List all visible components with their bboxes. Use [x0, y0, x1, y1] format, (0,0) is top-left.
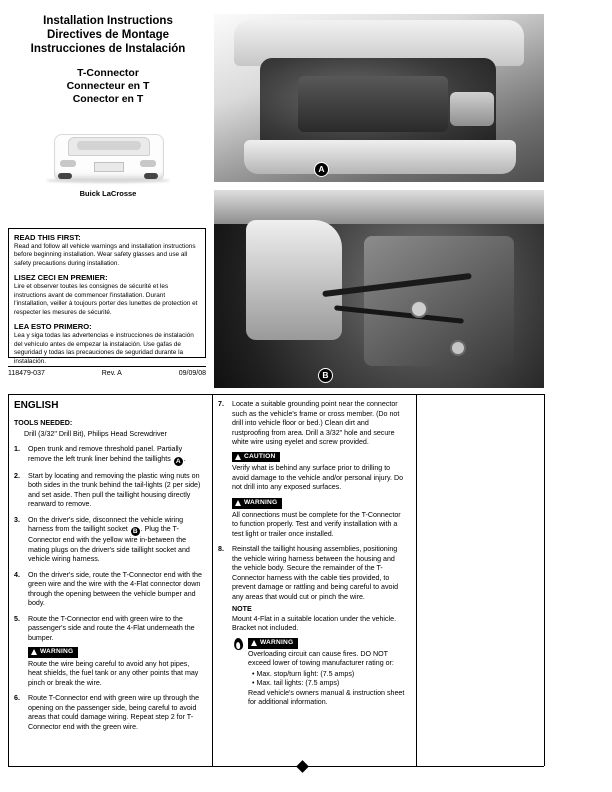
step-7-caution-text: Verify what is behind any surface prior to drilling to avoid damage to the vehicle and/or personal injury. Do not drill into any exposed surfaces.: [232, 464, 404, 492]
note-label: NOTE: [232, 605, 252, 614]
footer-rule: [8, 766, 544, 767]
step-7-warning: [232, 498, 406, 539]
warning-triangle-icon: [31, 649, 37, 655]
step-6: [14, 694, 202, 732]
warning-label-3: WARNING: [260, 638, 294, 646]
step-8-text: Reinstall the taillight housing assemblies, positioning the vehicle wiring harness between the housing and the vehicle body. Secure the remainder of the T-Connector harness with the cable ties provided, to prevent damage or rattling and being careful to avoid any areas that would cut or pinch the wire.: [232, 545, 399, 601]
column-divider-left: [8, 394, 9, 766]
step-7: [218, 400, 406, 539]
step-7-text: Locate a suitable grounding point near the connector such as the vehicle's frame or cross member. (Do not drill into vehicle floor or bed.) Clean dirt and rustproofing from area. Drill a 3/32" hole and secure white wire using eyelet and screw provided.: [232, 400, 400, 446]
step-3: [14, 516, 202, 565]
callout-b: B: [318, 368, 333, 383]
photo-a-bumper: [244, 140, 516, 174]
step-5-warning-text: Route the wire being careful to avoid any hot pipes, heat shields, the fuel tank or any other points that may pinch or break the wire.: [28, 659, 199, 687]
photo-b-upper-panel: [214, 190, 544, 224]
callout-a: A: [314, 162, 329, 177]
step-2-text: Start by locating and removing the plastic wing nuts on both sides in the trunk behind the tail-lights (2 per side) and set aside. Then pull the taillight housing directly rearward to remove.: [28, 471, 201, 508]
warning-banner-2: [232, 498, 282, 509]
fire-warning-bullet-1: • Max. stop/turn light: (7.5 amps): [252, 669, 355, 678]
fire-warning-bullets: [252, 670, 406, 689]
product-name-spanish: Conector en T: [72, 93, 144, 106]
doc-meta: [8, 370, 206, 377]
language-heading: ENGLISH: [14, 400, 59, 411]
step-5: [14, 615, 202, 689]
photo-b-body-panel: [364, 236, 514, 366]
product-name-french: Connecteur en T: [66, 80, 150, 93]
step-8-number: 8.: [218, 545, 224, 554]
instructions-column-left: [14, 419, 202, 738]
step-3-number: 3.: [14, 515, 20, 524]
column-divider-right: [416, 394, 417, 766]
notice-heading-spanish: LEA ESTO PRIMERO:: [14, 322, 92, 332]
notice-heading-french: LISEZ CECI EN PREMIER:: [14, 273, 108, 283]
step-1-text-end: .: [183, 454, 186, 463]
notice-text-spanish: Lea y siga todas las advertencias e instrucciones de instalación del vehículo antes de empezar la instalación. Use gafas de seguridad y todas las precauciones de seguridad durante la instalación.: [14, 332, 194, 365]
step-1-callout-a: A: [174, 457, 183, 466]
title-spanish: Instrucciones de Instalación: [30, 43, 186, 56]
step-5-number: 5.: [14, 614, 20, 623]
step-6-text: Route T-Connector end with green wire up through the opening on the passenger side, being careful to avoid areas that could damage wiring. Repeat step 2 for T-Connector end with the green wire.: [28, 694, 200, 731]
step-7-warning-text: All connections must be complete for the T-Connector to function properly. Test and verify installation with a test light or trailer once installed.: [232, 510, 401, 538]
photo-trunk-overview: [214, 14, 544, 182]
step-3-text: On the driver's side, disconnect the vehicle wiring harness from the taillight socket: [28, 515, 184, 533]
vehicle-model-label: Buick LaCrosse: [79, 189, 137, 199]
doc-meta-divider: [8, 366, 206, 367]
step-4: [14, 571, 202, 609]
vehicle-rear-window: [68, 137, 150, 156]
step-1: [14, 445, 202, 466]
title-french: Directives de Montage: [46, 29, 170, 42]
title-area: [8, 14, 208, 198]
step-7-caution: [232, 452, 406, 493]
revision: Rev. A: [101, 370, 122, 377]
vehicle-taillight-right: [140, 160, 156, 167]
photo-a-trunk-liner: [298, 76, 448, 132]
fire-warning-outro: Read vehicle's owners manual & instruction sheet for additional information.: [248, 688, 405, 707]
step-1-number: 1.: [14, 445, 20, 453]
notice-text-english: Read and follow all vehicle warnings and installation instructions before beginning installation. Wear safety glasses and use all safety precautions during installation.: [14, 243, 196, 267]
step-5-text: Route the T-Connector end with green wire to the passenger's side and route the 4-Flat underneath the bumper.: [28, 614, 195, 642]
product-name-block: [8, 67, 208, 106]
instructions-top-rule: [8, 394, 544, 395]
title-block: [8, 14, 208, 56]
step-2: [14, 472, 202, 510]
fire-warning-intro: Overloading circuit can cause fires. DO NOT exceed lower of towing manufacturer rating or:: [248, 649, 394, 668]
step-8: [218, 545, 406, 707]
vehicle-license-plate: [94, 162, 124, 172]
step-5-warning: [28, 647, 202, 688]
photo-b-fastener-upper: [410, 300, 428, 318]
photo-a-taillight-area: [450, 92, 494, 126]
warning-banner: [28, 647, 78, 658]
instructions-column-right: [218, 400, 406, 714]
caution-triangle-icon: [235, 454, 241, 460]
fire-warning-bullet-2: • Max. tail lights: (7.5 amps): [252, 679, 340, 688]
title-english: Installation Instructions: [43, 15, 173, 27]
step-4-number: 4.: [14, 570, 20, 579]
notice-text-french: Lire et observer toutes les consignes de sécurité et les instructions avant de commencer l'installation. Durant l'installation, veiller à toujours porter des lunettes de protection et respecter les mesures de sécurité.: [14, 283, 198, 316]
note-text: Mount 4-Flat in a suitable location under the vehicle. Bracket not included.: [232, 614, 397, 633]
photo-b-taillight-housing: [246, 220, 342, 340]
warning-label-2: WARNING: [244, 498, 278, 506]
flame-shape: [233, 637, 243, 650]
part-number: 118479-037: [8, 370, 45, 377]
vehicle-wheel-right: [144, 173, 158, 179]
step-7-number: 7.: [218, 400, 224, 408]
warning-label: WARNING: [40, 648, 74, 655]
steps-list-left: [14, 445, 202, 732]
step-3-callout-b: B: [131, 527, 140, 536]
date: 09/09/08: [178, 370, 206, 377]
vehicle-wheel-left: [58, 173, 72, 179]
steps-list-right: [218, 400, 406, 708]
caution-banner: [232, 452, 280, 463]
vehicle-taillight-left: [60, 160, 76, 167]
fire-warning-block: [232, 638, 406, 708]
warning-triangle-icon-2: [235, 500, 241, 506]
notice-heading-english: READ THIS FIRST:: [14, 233, 81, 242]
caution-label: CAUTION: [244, 452, 276, 460]
vehicle-illustration: [40, 116, 176, 186]
warning-triangle-icon-3: [251, 640, 257, 646]
column-divider-middle: [212, 394, 213, 766]
footer-diamond-mark: [296, 760, 309, 773]
product-name-english: T-Connector: [77, 67, 139, 80]
step-3-text-end: . Plug the T-Connector end with the yellow wire in-between the mating plugs on the driver's side taillight socket and vehicle wiring harness.: [28, 525, 190, 563]
step-4-text: On the driver's side, route the T-Connector end with the green wire and the wire with the 4-Flat connector down through the opening between the vehicle bumper and body.: [28, 570, 202, 607]
photo-taillight-socket: [214, 190, 544, 388]
step-1-text: Open trunk and remove threshold panel. Partially remove the left trunk liner behind the taillights: [28, 445, 183, 463]
photo-b-fastener-lower: [450, 340, 466, 356]
step-6-number: 6.: [14, 694, 20, 703]
warning-banner-3: [248, 638, 298, 649]
tools-heading: TOOLS NEEDED:: [14, 419, 73, 427]
flame-icon: [232, 638, 245, 652]
column-divider-far-right: [544, 394, 545, 766]
safety-notice-box: [8, 228, 206, 365]
tools-text: Drill (3/32" Drill Bit), Philips Head Screwdriver: [24, 429, 167, 438]
step-2-number: 2.: [14, 471, 20, 480]
